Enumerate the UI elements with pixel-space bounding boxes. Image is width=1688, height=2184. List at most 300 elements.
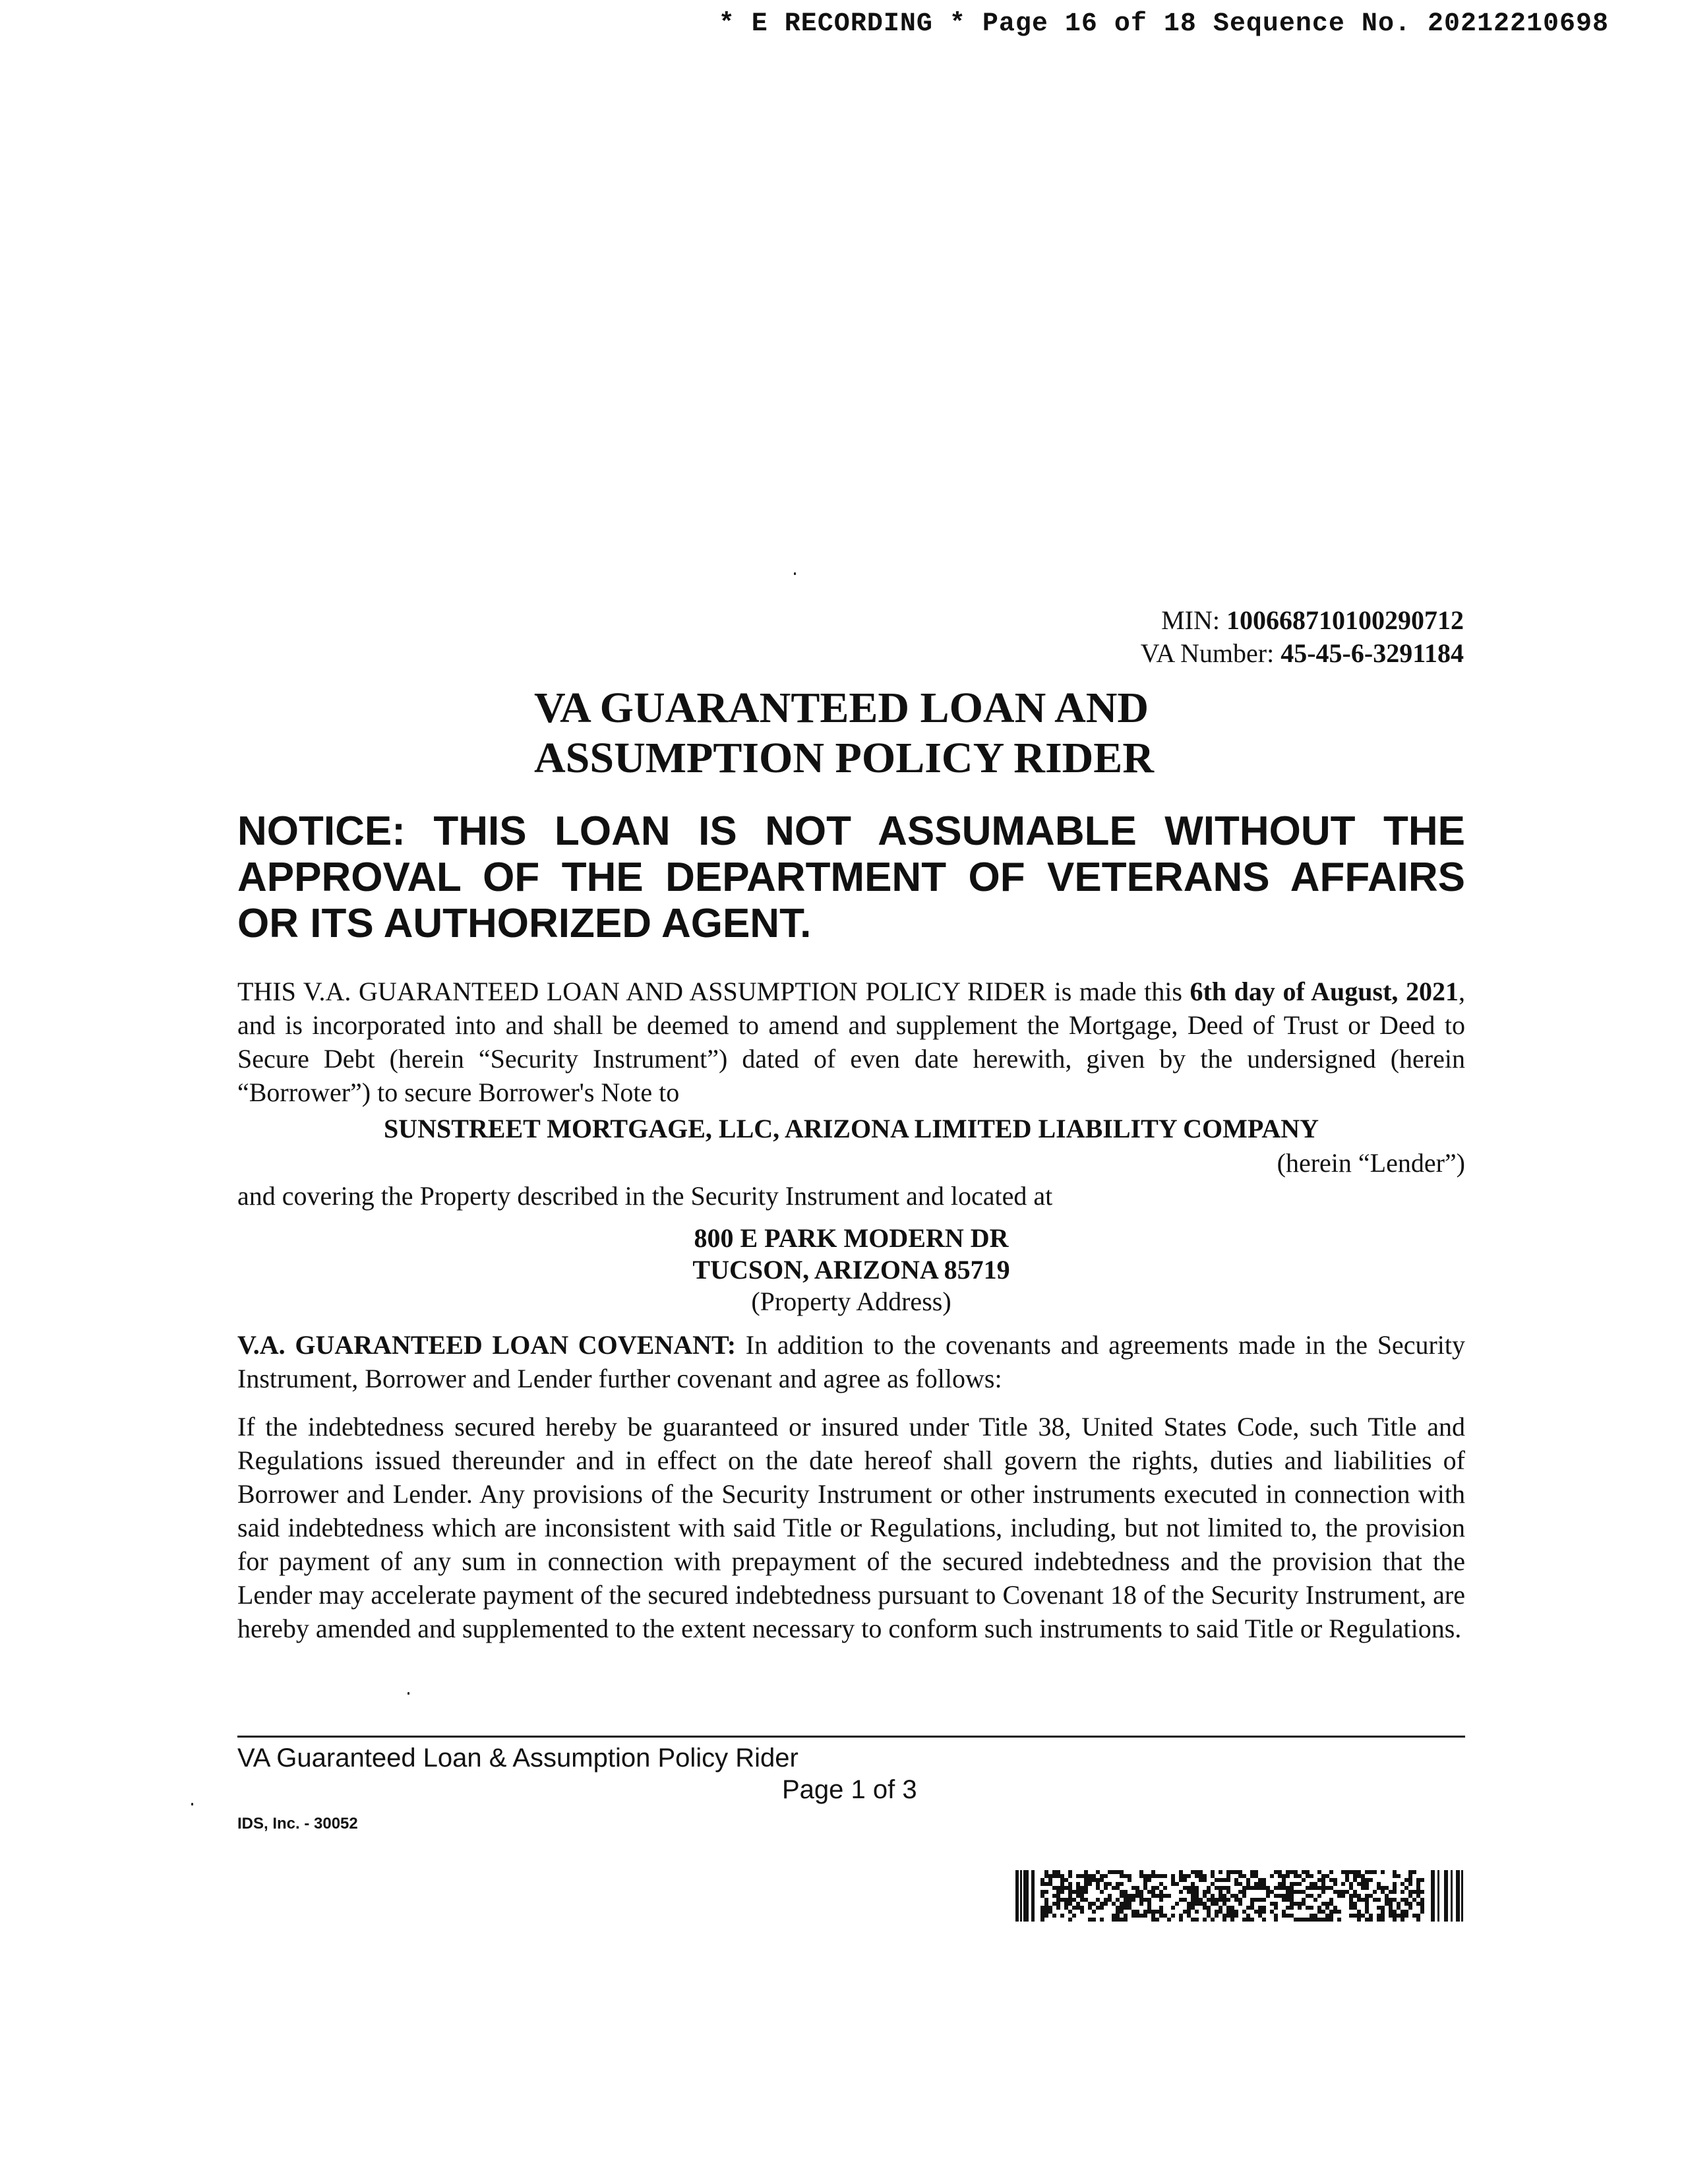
barcode-module — [1222, 1902, 1226, 1906]
scan-speck — [407, 1692, 409, 1695]
barcode-module — [1096, 1870, 1100, 1874]
barcode-module — [1420, 1890, 1424, 1894]
barcode-module — [1262, 1898, 1266, 1902]
barcode-module — [1207, 1898, 1211, 1902]
barcode-module — [1238, 1898, 1242, 1902]
min-value: 100668710100290712 — [1226, 605, 1464, 635]
barcode-module — [1187, 1890, 1191, 1894]
barcode-module — [1282, 1886, 1286, 1890]
barcode-module — [1088, 1918, 1092, 1922]
barcode-module — [1203, 1890, 1207, 1894]
barcode-module — [1306, 1894, 1310, 1898]
barcode-module — [1147, 1910, 1151, 1914]
barcode-module — [1226, 1890, 1230, 1894]
barcode-module — [1191, 1906, 1195, 1910]
barcode-module — [1401, 1918, 1404, 1922]
barcode-module — [1404, 1886, 1408, 1890]
barcode-module — [1250, 1918, 1254, 1922]
barcode-module — [1408, 1870, 1412, 1874]
barcode-module — [1195, 1870, 1199, 1874]
barcode-module — [1207, 1886, 1211, 1890]
barcode-module — [1361, 1886, 1365, 1890]
barcode-module — [1222, 1914, 1226, 1918]
barcode-module — [1179, 1918, 1183, 1922]
barcode-module — [1230, 1910, 1234, 1914]
barcode-module — [1242, 1894, 1246, 1898]
barcode-module — [1451, 1870, 1453, 1922]
barcode-module — [1112, 1918, 1116, 1922]
barcode-module — [1199, 1870, 1203, 1874]
barcode-module — [1381, 1910, 1385, 1914]
barcode-module — [1345, 1890, 1349, 1894]
barcode-module — [1147, 1906, 1151, 1910]
barcode-module — [1207, 1906, 1211, 1910]
barcode-module — [1040, 1890, 1044, 1894]
barcode-module — [1294, 1918, 1298, 1922]
barcode-module — [1357, 1910, 1361, 1914]
barcode-module — [1060, 1898, 1064, 1902]
barcode-module — [1187, 1886, 1191, 1890]
barcode-module — [1437, 1870, 1439, 1922]
barcode-module — [1333, 1910, 1337, 1914]
barcode-module — [1120, 1894, 1124, 1898]
barcode-module — [1207, 1910, 1211, 1914]
barcode-module — [1203, 1874, 1207, 1878]
barcode-module — [1080, 1910, 1084, 1914]
barcode-module — [1282, 1874, 1286, 1878]
barcode-module — [1274, 1918, 1278, 1922]
barcode-module — [1242, 1918, 1246, 1922]
barcode-module — [1416, 1902, 1420, 1906]
barcode-module — [1072, 1890, 1076, 1894]
barcode-module — [1100, 1878, 1104, 1882]
barcode-module — [1104, 1886, 1108, 1890]
barcode-module — [1321, 1910, 1325, 1914]
barcode-module — [1412, 1890, 1416, 1894]
barcode-module — [1139, 1870, 1143, 1874]
barcode-module — [1191, 1894, 1195, 1898]
footer-form-title: VA Guaranteed Loan & Assumption Policy Rider — [237, 1744, 799, 1773]
barcode-module — [1349, 1870, 1353, 1874]
barcode-module — [1262, 1906, 1266, 1910]
barcode-module — [1369, 1918, 1373, 1922]
barcode-module — [1393, 1890, 1397, 1894]
barcode-module — [1211, 1894, 1215, 1898]
barcode-module — [1393, 1898, 1397, 1902]
barcode-module — [1131, 1910, 1135, 1914]
barcode-module — [1420, 1906, 1424, 1910]
barcode-module — [1120, 1870, 1124, 1874]
barcode-module — [1124, 1902, 1128, 1906]
barcode-module — [1195, 1910, 1199, 1914]
barcode-module — [1187, 1910, 1191, 1914]
barcode-module — [1131, 1886, 1135, 1890]
barcode-module — [1329, 1918, 1333, 1922]
barcode-module — [1286, 1886, 1290, 1890]
barcode-module — [1222, 1886, 1226, 1890]
barcode-module — [1306, 1870, 1310, 1874]
barcode-module — [1420, 1898, 1424, 1902]
barcode-module — [1325, 1906, 1329, 1910]
barcode-module — [1128, 1878, 1131, 1882]
barcode-module — [1226, 1886, 1230, 1890]
barcode-module — [1294, 1902, 1298, 1906]
barcode-module — [1262, 1886, 1266, 1890]
barcode-module — [1084, 1870, 1088, 1874]
barcode-module — [1116, 1914, 1120, 1918]
barcode-module — [1353, 1874, 1357, 1878]
barcode-module — [1092, 1910, 1096, 1914]
barcode-module — [1310, 1918, 1313, 1922]
barcode-module — [1290, 1890, 1294, 1894]
barcode-module — [1357, 1894, 1361, 1898]
barcode-module — [1408, 1890, 1412, 1894]
barcode-module — [1048, 1910, 1052, 1914]
barcode-module — [1369, 1894, 1373, 1898]
barcode-module — [1084, 1882, 1088, 1886]
barcode-module — [1215, 1902, 1219, 1906]
barcode-module — [1226, 1906, 1230, 1910]
barcode-module — [1393, 1870, 1397, 1874]
barcode-module — [1143, 1878, 1147, 1882]
barcode-module — [1143, 1914, 1147, 1918]
barcode-module — [1412, 1914, 1416, 1918]
barcode-module — [1238, 1902, 1242, 1906]
barcode-module — [1167, 1918, 1171, 1922]
barcode-module — [1116, 1910, 1120, 1914]
barcode-module — [1349, 1886, 1353, 1890]
barcode-module — [1163, 1894, 1167, 1898]
barcode-module — [1120, 1906, 1124, 1910]
barcode-module — [1404, 1898, 1408, 1902]
barcode-module — [1068, 1886, 1072, 1890]
barcode-module — [1416, 1878, 1420, 1882]
barcode-module — [1088, 1882, 1092, 1886]
barcode-module — [1112, 1914, 1116, 1918]
barcode-module — [1254, 1910, 1258, 1914]
barcode-module — [1365, 1870, 1369, 1874]
barcode-module — [1183, 1878, 1187, 1882]
barcode-module — [1262, 1882, 1266, 1886]
address-city-state-zip: TUCSON, ARIZONA 85719 — [692, 1255, 1010, 1285]
barcode-module — [1290, 1914, 1294, 1918]
barcode-module — [1325, 1914, 1329, 1918]
barcode-module — [1040, 1910, 1044, 1914]
barcode-module — [1313, 1914, 1317, 1918]
barcode-module — [1242, 1886, 1246, 1890]
barcode-module — [1286, 1906, 1290, 1910]
barcode-module — [1345, 1878, 1349, 1882]
barcode-module — [1171, 1914, 1175, 1918]
barcode-module — [1124, 1874, 1128, 1878]
barcode-module — [1064, 1886, 1068, 1890]
barcode-module — [1076, 1894, 1080, 1898]
barcode-module — [1381, 1918, 1385, 1922]
barcode-module — [1175, 1902, 1179, 1906]
barcode-module — [1373, 1870, 1377, 1874]
barcode-module — [1290, 1870, 1294, 1874]
barcode-module — [1238, 1874, 1242, 1878]
barcode-module — [1040, 1878, 1044, 1882]
barcode-module — [1230, 1918, 1234, 1922]
barcode-module — [1294, 1890, 1298, 1894]
barcode-module — [1389, 1910, 1393, 1914]
barcode-module — [1116, 1898, 1120, 1902]
barcode-module — [1183, 1874, 1187, 1878]
barcode-module — [1404, 1914, 1408, 1918]
barcode-module — [1159, 1898, 1163, 1902]
barcode-module — [1282, 1894, 1286, 1898]
barcode-module — [1254, 1886, 1258, 1890]
barcode-module — [1369, 1914, 1373, 1918]
barcode-module — [1377, 1906, 1381, 1910]
barcode-module — [1179, 1914, 1183, 1918]
barcode-module — [1143, 1910, 1147, 1914]
barcode-module — [1100, 1918, 1104, 1922]
barcode-module — [1147, 1878, 1151, 1882]
barcode-module — [1294, 1874, 1298, 1878]
barcode-module — [1124, 1918, 1128, 1922]
barcode-module — [1124, 1906, 1128, 1910]
address-caption: (Property Address) — [751, 1287, 951, 1316]
covenant-intro — [237, 1328, 1465, 1395]
intro-date-day: 6th day of August, — [1190, 977, 1399, 1006]
recording-header: * E RECORDING * Page 16 of 18 Sequence No. 20212210698 — [718, 9, 1609, 39]
barcode-module — [1321, 1902, 1325, 1906]
barcode-module — [1404, 1902, 1408, 1906]
barcode-module — [1159, 1910, 1163, 1914]
intro-part-2 — [1398, 977, 1406, 1006]
barcode-module — [1179, 1898, 1183, 1902]
barcode-module — [1431, 1870, 1435, 1922]
barcode-module — [1044, 1882, 1048, 1886]
barcode-module — [1361, 1878, 1365, 1882]
barcode-module — [1092, 1918, 1096, 1922]
barcode-module — [1349, 1914, 1353, 1918]
barcode-module — [1266, 1890, 1270, 1894]
barcode-module — [1416, 1890, 1420, 1894]
barcode-module — [1195, 1902, 1199, 1906]
barcode-module — [1096, 1886, 1100, 1890]
barcode-module — [1104, 1874, 1108, 1878]
barcode-module — [1329, 1910, 1333, 1914]
barcode-module — [1369, 1878, 1373, 1882]
barcode-module — [1290, 1902, 1294, 1906]
barcode-module — [1088, 1906, 1092, 1910]
barcode-module — [1048, 1878, 1052, 1882]
barcode-module — [1159, 1874, 1163, 1878]
barcode-module — [1258, 1882, 1262, 1886]
barcode-module — [1401, 1910, 1404, 1914]
barcode-module — [1286, 1870, 1290, 1874]
barcode-module — [1226, 1878, 1230, 1882]
barcode-module — [1234, 1878, 1238, 1882]
barcode-module — [1361, 1898, 1365, 1902]
barcode-module — [1219, 1910, 1222, 1914]
barcode-module — [1084, 1890, 1088, 1894]
barcode-module — [1187, 1906, 1191, 1910]
barcode-module — [1250, 1898, 1254, 1902]
barcode-module — [1040, 1906, 1044, 1910]
barcode-module — [1246, 1906, 1250, 1910]
intro-paragraph — [237, 975, 1465, 1109]
title-line-1: VA GUARANTEED LOAN AND — [534, 684, 1149, 732]
barcode-module — [1349, 1898, 1353, 1902]
barcode-module — [1060, 1890, 1064, 1894]
barcode-module — [1321, 1890, 1325, 1894]
barcode-module — [1325, 1874, 1329, 1878]
footer-divider — [237, 1736, 1465, 1738]
barcode-module — [1199, 1874, 1203, 1878]
barcode-module — [1080, 1890, 1084, 1894]
barcode-module — [1416, 1882, 1420, 1886]
barcode-module — [1373, 1890, 1377, 1894]
barcode-module — [1317, 1878, 1321, 1882]
barcode-module — [1131, 1894, 1135, 1898]
barcode-module — [1048, 1874, 1052, 1878]
barcode-module — [1250, 1886, 1254, 1890]
barcode-module — [1080, 1894, 1084, 1898]
barcode-module — [1401, 1914, 1404, 1918]
barcode-module — [1329, 1886, 1333, 1890]
scan-speck — [794, 572, 796, 575]
barcode-module — [1120, 1890, 1124, 1894]
barcode-module — [1345, 1874, 1349, 1878]
barcode-module — [1120, 1874, 1124, 1878]
barcode-module — [1226, 1898, 1230, 1902]
barcode-module — [1088, 1874, 1092, 1878]
barcode-module — [1112, 1902, 1116, 1906]
barcode-module — [1310, 1874, 1313, 1878]
barcode-module — [1048, 1882, 1052, 1886]
barcode-module — [1416, 1914, 1420, 1918]
barcode-module — [1385, 1894, 1389, 1898]
intro-part-1: THIS V.A. GUARANTEED LOAN AND ASSUMPTION POLICY RIDER is made this — [237, 977, 1190, 1006]
barcode-module — [1076, 1886, 1080, 1890]
barcode-module — [1290, 1882, 1294, 1886]
barcode-module — [1124, 1914, 1128, 1918]
barcode-module — [1270, 1874, 1274, 1878]
barcode-module — [1381, 1886, 1385, 1890]
barcode-module — [1064, 1906, 1068, 1910]
barcode-module — [1238, 1890, 1242, 1894]
barcode-module — [1317, 1886, 1321, 1890]
barcode-module — [1068, 1882, 1072, 1886]
barcode-module — [1290, 1898, 1294, 1902]
covenant-intro-text: In addition to the covenants and agreements made in the Security Instrument, Borrower and Lender further covenant and agree as follows: — [237, 1330, 1465, 1393]
barcode-module — [1401, 1890, 1404, 1894]
barcode-module — [1179, 1890, 1183, 1894]
barcode-module — [1215, 1898, 1219, 1902]
barcode-module — [1302, 1898, 1306, 1902]
barcode-module — [1286, 1898, 1290, 1902]
barcode-module — [1329, 1902, 1333, 1906]
barcode-module — [1044, 1914, 1048, 1918]
barcode-module — [1068, 1890, 1072, 1894]
barcode-module — [1044, 1906, 1048, 1910]
barcode-module — [1060, 1886, 1064, 1890]
barcode-module — [1310, 1914, 1313, 1918]
barcode-module — [1183, 1898, 1187, 1902]
barcode-module — [1092, 1902, 1096, 1906]
barcode-module — [1250, 1902, 1254, 1906]
barcode-module — [1108, 1870, 1112, 1874]
barcode-module — [1060, 1914, 1064, 1918]
barcode-module — [1151, 1890, 1155, 1894]
va-number-line — [1141, 637, 1464, 670]
barcode-module — [1151, 1910, 1155, 1914]
barcode-module — [1040, 1918, 1044, 1922]
barcode-module — [1020, 1870, 1022, 1922]
covering-text: and covering the Property described in the Security Instrument and located at — [237, 1181, 1053, 1211]
barcode-module — [1270, 1890, 1274, 1894]
covenant-body: If the indebtedness secured hereby be guaranteed or insured under Title 38, United States Code, such Title and Regulations issued thereunder and in effect on the date hereof shall govern the rights, duties and liabilities of Borrower and Lender. Any provisions of the Security Instrument or other instruments executed in connection with said indebtedness which are inconsistent with said Title or Regulations, including, but not limited to, the provision for payment of any sum in connection with prepayment of the secured indebtedness and the provision that the Lender may accelerate payment of the secured indebtedness pursuant to Covenant 18 of the Security Instrument, are hereby amended and supplemented to the extent necessary to conform such instruments to said Title or Regulations. — [237, 1412, 1465, 1643]
barcode-module — [1222, 1894, 1226, 1898]
barcode-module — [1151, 1886, 1155, 1890]
barcode-module — [1258, 1898, 1262, 1902]
barcode-module — [1321, 1878, 1325, 1882]
barcode-module — [1031, 1870, 1035, 1922]
barcode-module — [1139, 1890, 1143, 1894]
barcode-module — [1420, 1878, 1424, 1882]
barcode-module — [1215, 1878, 1219, 1882]
barcode-module — [1215, 1910, 1219, 1914]
barcode-module — [1234, 1914, 1238, 1918]
barcode-module — [1171, 1906, 1175, 1910]
barcode-module — [1365, 1878, 1369, 1882]
barcode-module — [1183, 1910, 1187, 1914]
barcode-module — [1116, 1882, 1120, 1886]
barcode-module — [1242, 1874, 1246, 1878]
barcode-module — [1064, 1902, 1068, 1906]
barcode-module — [1353, 1906, 1357, 1910]
barcode-module — [1238, 1870, 1242, 1874]
barcode-module — [1325, 1902, 1329, 1906]
barcode-module — [1219, 1906, 1222, 1910]
barcode-module — [1211, 1874, 1215, 1878]
barcode-module — [1226, 1910, 1230, 1914]
barcode-module — [1191, 1898, 1195, 1902]
footer-page-number: Page 1 of 3 — [782, 1775, 917, 1804]
barcode-module — [1108, 1894, 1112, 1898]
barcode-module — [1361, 1882, 1365, 1886]
barcode-module — [1337, 1890, 1341, 1894]
barcode-module — [1234, 1910, 1238, 1914]
barcode-module — [1286, 1874, 1290, 1878]
barcode-module — [1072, 1906, 1076, 1910]
barcode-module — [1274, 1914, 1278, 1918]
barcode-module — [1365, 1906, 1369, 1910]
barcode-module — [1286, 1890, 1290, 1894]
barcode-module — [1266, 1886, 1270, 1890]
barcode-module — [1329, 1898, 1333, 1902]
barcode-module — [1092, 1874, 1096, 1878]
barcode-module — [1195, 1890, 1199, 1894]
barcode-module — [1353, 1878, 1357, 1882]
barcode-module — [1096, 1878, 1100, 1882]
barcode-module — [1195, 1918, 1199, 1922]
barcode-module — [1108, 1898, 1112, 1902]
barcode-module — [1179, 1878, 1183, 1882]
lender-tag: (herein “Lender”) — [1277, 1148, 1465, 1178]
barcode-module — [1250, 1870, 1254, 1874]
barcode-module — [1341, 1890, 1345, 1894]
barcode-module — [1389, 1914, 1393, 1918]
barcode-module — [1444, 1870, 1448, 1922]
barcode-module — [1353, 1894, 1357, 1898]
barcode-module — [1219, 1898, 1222, 1902]
barcode-module — [1175, 1882, 1179, 1886]
